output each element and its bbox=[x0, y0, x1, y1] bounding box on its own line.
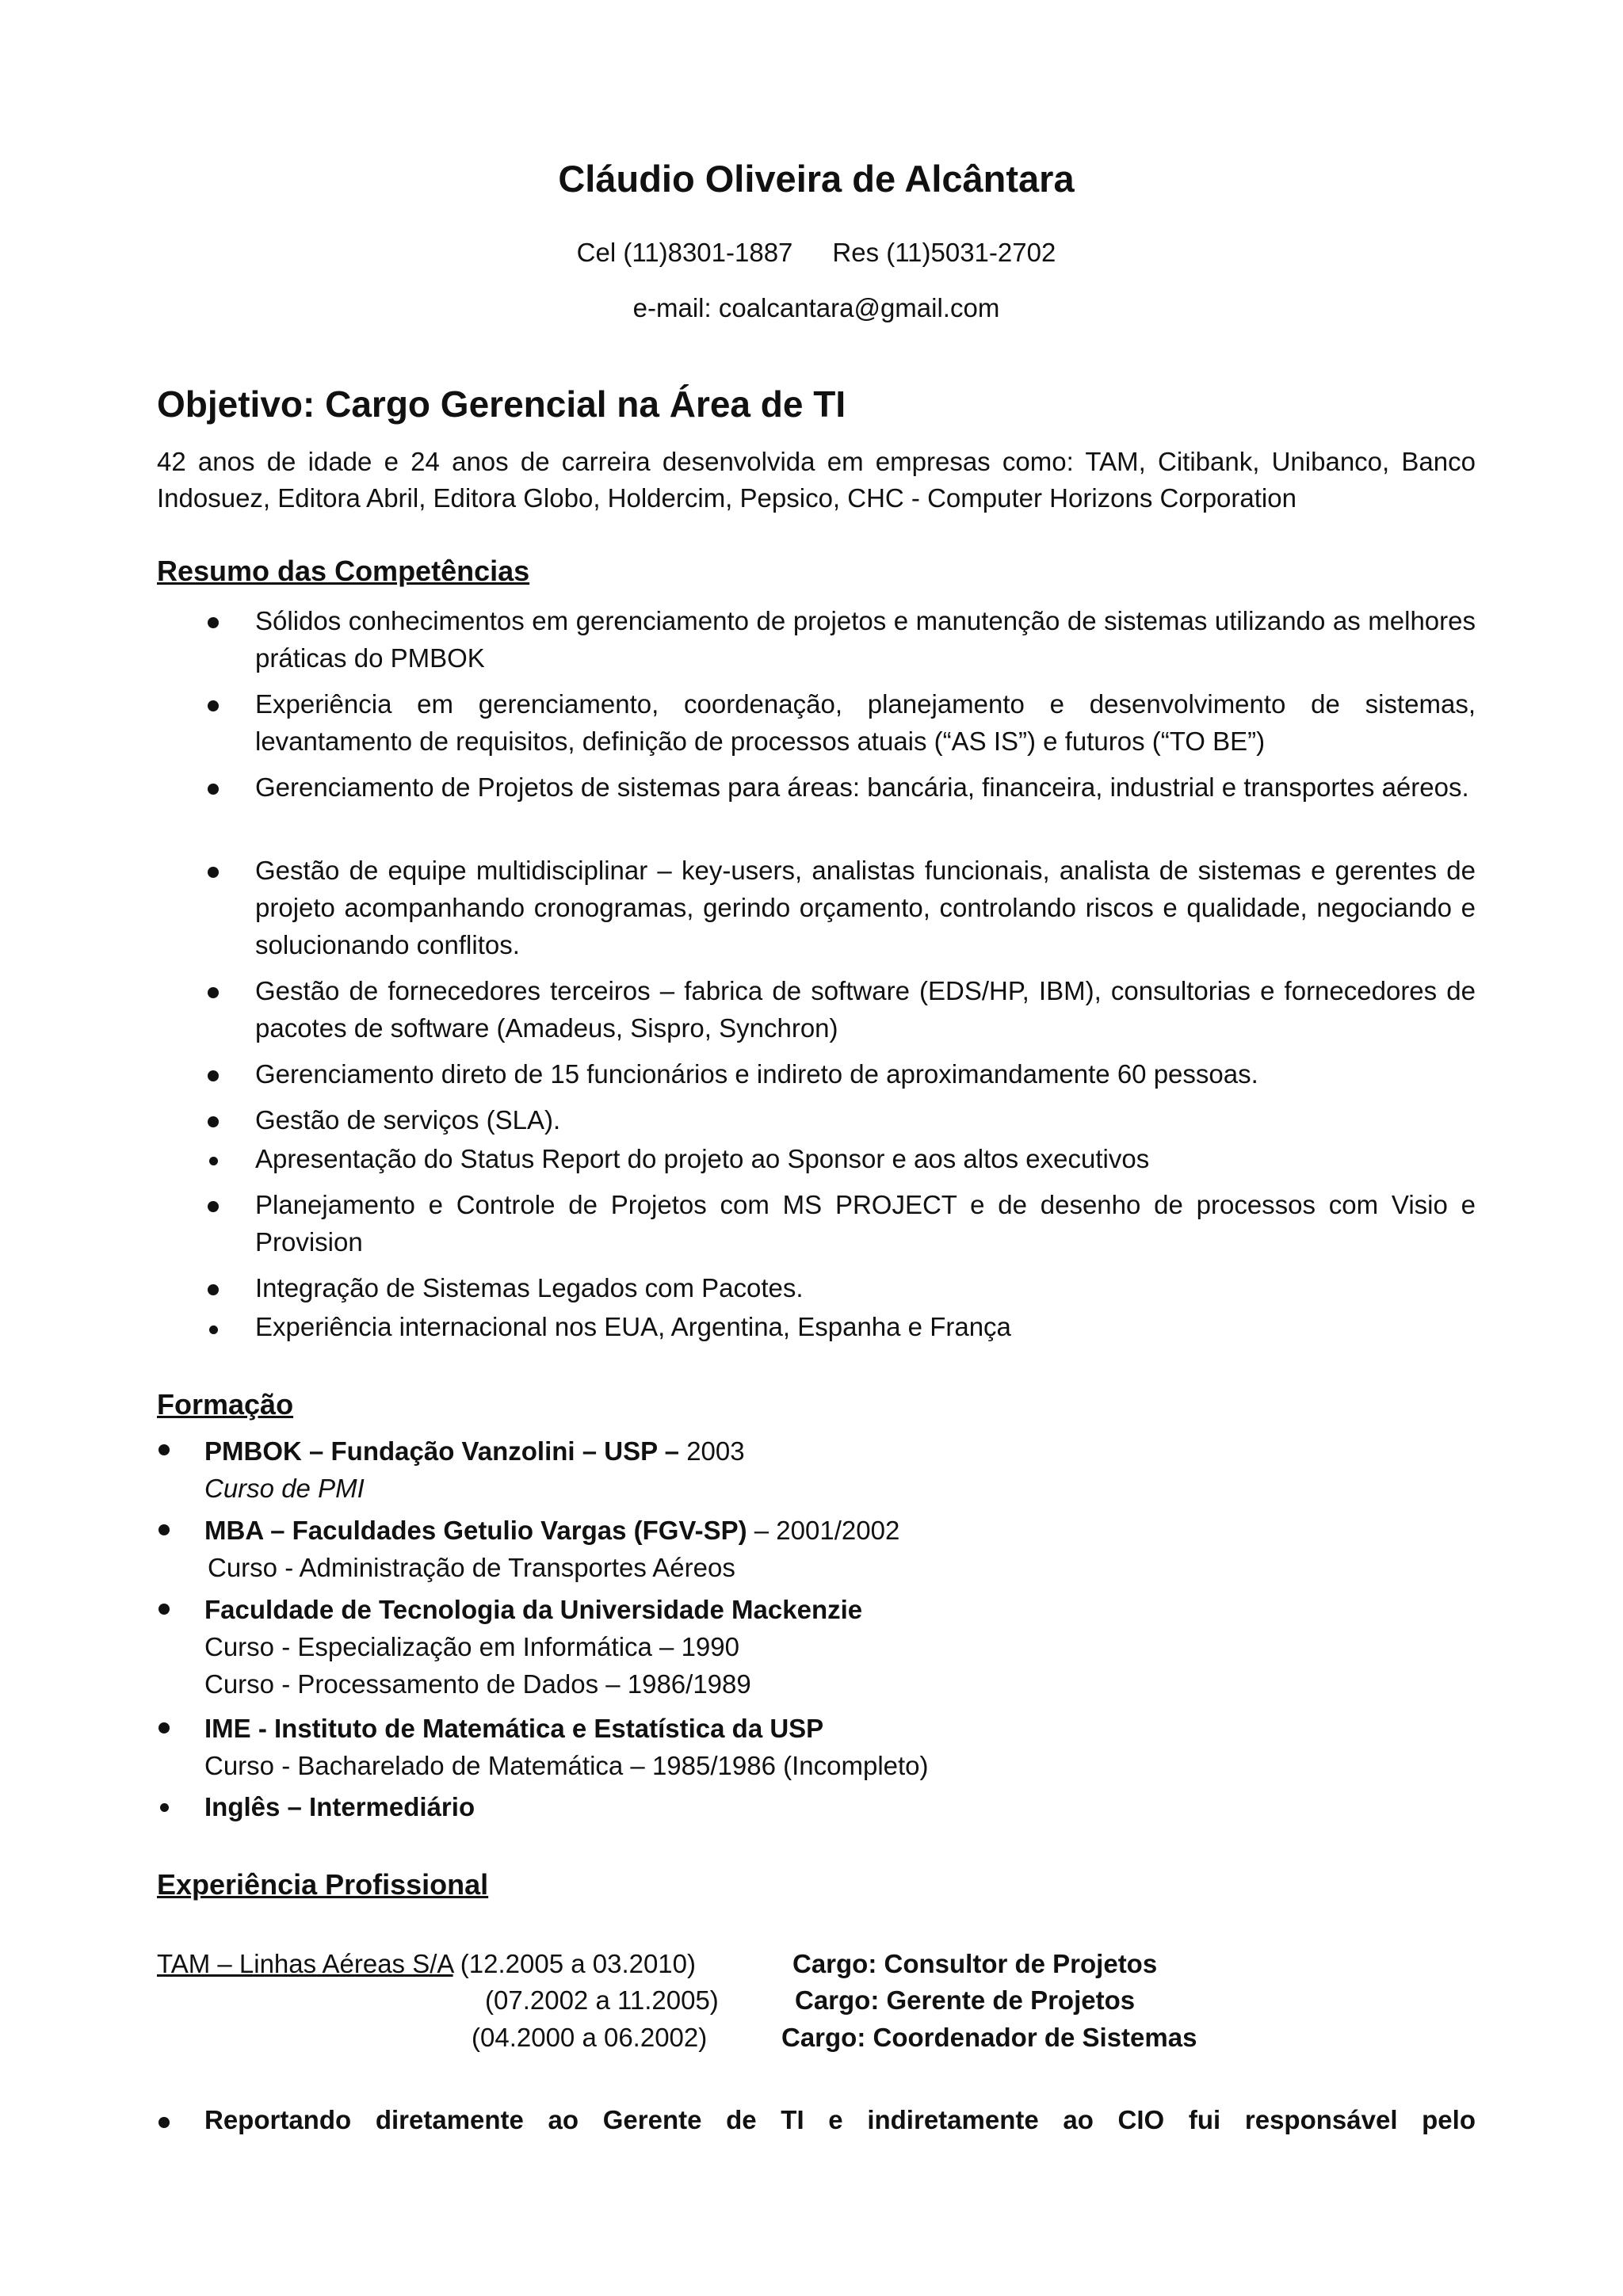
bullet-icon bbox=[208, 987, 219, 998]
bullet-icon bbox=[208, 1116, 219, 1127]
bullet-icon bbox=[208, 1201, 219, 1212]
competencia-item: Experiência em gerenciamento, coordenação, planejamento e desenvolvimento de sistemas, levantamento de requisitos, definição de processos atuais (“AS IS”) e futuros (“TO BE”) bbox=[255, 689, 1476, 756]
job-title: Cargo: Consultor de Projetos bbox=[792, 1949, 1158, 1978]
formacao-item bbox=[204, 1432, 745, 1507]
formacao-item bbox=[204, 1710, 929, 1784]
bullet-icon bbox=[158, 1604, 170, 1615]
bullet-icon bbox=[158, 1444, 170, 1455]
formacao-institution: PMBOK – Fundação Vanzolini – USP – bbox=[204, 1436, 680, 1466]
bullet-icon bbox=[158, 1722, 170, 1733]
bullet-icon bbox=[160, 1803, 169, 1812]
bullet-icon bbox=[208, 617, 219, 628]
job-period: (04.2000 a 06.2002) bbox=[472, 2023, 708, 2052]
formacao-item bbox=[204, 1788, 475, 1825]
responsibility-text: Reportando diretamente ao Gerente de TI e indiretamente ao CIO fui responsável pelo bbox=[204, 2105, 1476, 2134]
career-summary: 42 anos de idade e 24 anos de carreira desenvolvida em empresas como: TAM, Citibank, Unibanco, Banco Indosuez, Editora Abril, Editora Globo, Holdercim, Pepsico, CHC - Computer Horizons Corporation bbox=[157, 447, 1476, 513]
job-entry bbox=[157, 1949, 696, 1979]
contact-email: e-mail: coalcantara@gmail.com bbox=[632, 293, 1000, 322]
cell-phone: Cel (11)8301-1887 bbox=[576, 238, 793, 267]
formacao-course: Curso de PMI bbox=[204, 1474, 365, 1503]
bullet-icon bbox=[208, 867, 219, 878]
bullet-icon bbox=[158, 1524, 170, 1535]
formacao-year: 2003 bbox=[679, 1436, 745, 1466]
formacao-institution: MBA – Faculdades Getulio Vargas (FGV-SP) bbox=[204, 1516, 747, 1545]
section-title-formacao: Formação bbox=[157, 1388, 294, 1421]
formacao-item bbox=[204, 1512, 899, 1586]
section-title-experiencia: Experiência Profissional bbox=[157, 1868, 489, 1901]
formacao-item bbox=[204, 1591, 862, 1703]
contact-phones bbox=[157, 238, 1476, 268]
competencia-item: Gestão de fornecedores terceiros – fabrica de software (EDS/HP, IBM), consultorias e fornecedores de pacotes de software (Amadeus, Sispro, Synchron) bbox=[255, 976, 1476, 1043]
bullet-icon bbox=[208, 1284, 219, 1295]
bullet-icon bbox=[209, 1325, 218, 1334]
job-period: (12.2005 a 03.2010) bbox=[460, 1949, 697, 1978]
candidate-name: Cláudio Oliveira de Alcântara bbox=[558, 158, 1075, 200]
home-phone: Res (11)5031-2702 bbox=[832, 238, 1056, 267]
competencia-item: Gestão de equipe multidisciplinar – key-users, analistas funcionais, analista de sistemas e gerentes de projeto acompanhando cronogramas, gerindo orçamento, controlando riscos e qualidade, negociando e solucionando conflitos. bbox=[255, 856, 1476, 959]
job-title: Cargo: Gerente de Projetos bbox=[795, 1985, 1136, 2015]
bullet-icon bbox=[208, 1070, 219, 1081]
company-name: TAM – Linhas Aéreas S/A bbox=[157, 1949, 453, 1978]
bullet-icon bbox=[158, 2117, 170, 2128]
bullet-icon bbox=[208, 784, 219, 795]
formacao-institution: IME - Instituto de Matemática e Estatística da USP bbox=[204, 1714, 824, 1743]
bullet-icon bbox=[208, 700, 219, 711]
formacao-course: Curso - Bacharelado de Matemática – 1985/1986 (Incompleto) bbox=[204, 1751, 929, 1780]
section-title-competencias: Resumo das Competências bbox=[157, 555, 530, 587]
formacao-institution: Faculdade de Tecnologia da Universidade Mackenzie bbox=[204, 1595, 863, 1624]
competencia-item: Gerenciamento direto de 15 funcionários e indireto de aproximandamente 60 pessoas. bbox=[255, 1059, 1258, 1089]
formacao-course: Curso - Especialização em Informática – 1990 bbox=[204, 1632, 739, 1661]
formacao-language: Inglês – Intermediário bbox=[204, 1792, 475, 1821]
competencia-item: Gestão de serviços (SLA). bbox=[255, 1105, 561, 1135]
formacao-course: Curso - Processamento de Dados – 1986/1989 bbox=[204, 1669, 751, 1699]
competencia-item: Experiência internacional nos EUA, Argentina, Espanha e França bbox=[255, 1312, 1011, 1341]
job-period: (07.2002 a 11.2005) bbox=[485, 1985, 719, 2015]
formacao-year: – 2001/2002 bbox=[747, 1516, 900, 1545]
competencia-item: Integração de Sistemas Legados com Pacotes. bbox=[255, 1273, 804, 1302]
objective-title: Objetivo: Cargo Gerencial na Área de TI bbox=[157, 383, 846, 425]
bullet-icon bbox=[209, 1157, 218, 1165]
competencia-item: Sólidos conhecimentos em gerenciamento de projetos e manutenção de sistemas utilizando as melhores práticas do PMBOK bbox=[255, 606, 1476, 673]
competencia-item: Apresentação do Status Report do projeto ao Sponsor e aos altos executivos bbox=[255, 1144, 1150, 1173]
competencia-item: Planejamento e Controle de Projetos com MS PROJECT e de desenho de processos com Visio e Provision bbox=[255, 1190, 1476, 1257]
formacao-course: Curso - Administração de Transportes Aéreos bbox=[208, 1553, 735, 1582]
competencia-item: Gerenciamento de Projetos de sistemas para áreas: bancária, financeira, industrial e transportes aéreos. bbox=[255, 772, 1469, 802]
job-title: Cargo: Coordenador de Sistemas bbox=[781, 2023, 1197, 2052]
